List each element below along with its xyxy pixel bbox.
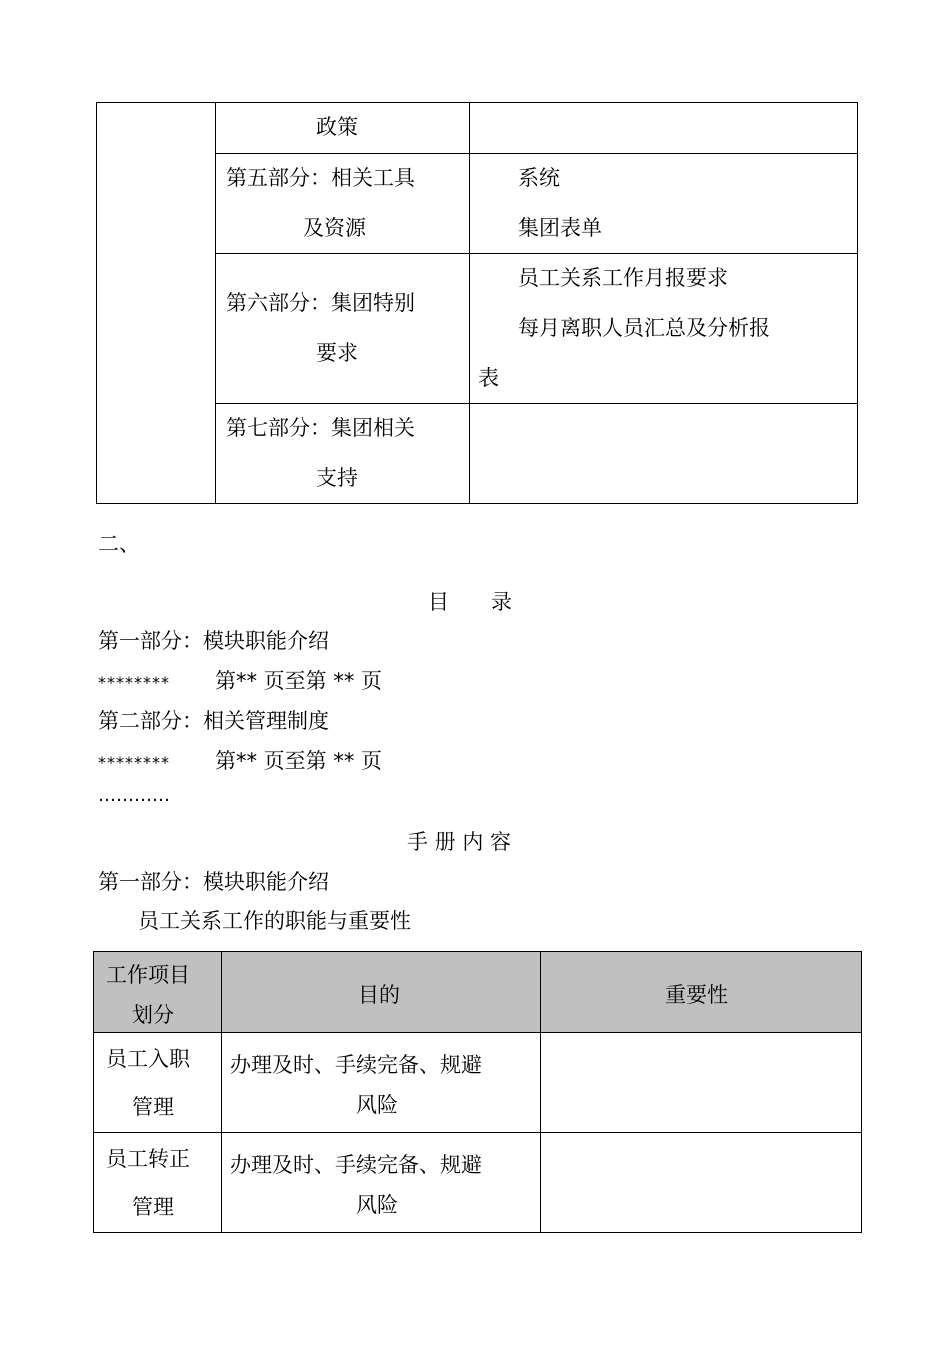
cell-text: 管理 bbox=[132, 1095, 174, 1119]
top-table-cell bbox=[470, 254, 858, 404]
table-cell bbox=[222, 1033, 541, 1133]
cell-text: 政策 bbox=[316, 115, 358, 139]
header-text: 划分 bbox=[132, 1003, 174, 1027]
cell-text: 管理 bbox=[132, 1195, 174, 1219]
header-text: 目的 bbox=[358, 983, 400, 1007]
cell-text: 第六部分：集团特别 bbox=[226, 291, 415, 315]
cell-text: 办理及时、手续完备、规避 bbox=[230, 1053, 482, 1077]
top-table-cell bbox=[470, 154, 858, 254]
top-table-cell bbox=[470, 404, 858, 504]
cell-text: 支持 bbox=[316, 466, 358, 490]
cell-text: 办理及时、手续完备、规避 bbox=[230, 1153, 482, 1177]
cell-text: 风险 bbox=[356, 1193, 398, 1217]
header-text: 工作项目 bbox=[106, 963, 190, 987]
cell-text: 第五部分：相关工具 bbox=[226, 166, 415, 190]
table-cell bbox=[94, 1133, 222, 1233]
top-table-cell bbox=[216, 103, 470, 154]
header-cell-purpose bbox=[222, 952, 541, 1033]
toc-item-stars: ******** bbox=[98, 673, 170, 692]
header-text: 重要性 bbox=[665, 983, 728, 1007]
cell-text: 要求 bbox=[316, 341, 358, 365]
table-row bbox=[94, 1133, 862, 1233]
cell-text: 集团表单 bbox=[518, 216, 602, 240]
cell-text: 员工入职 bbox=[106, 1047, 190, 1071]
cell-text: 第七部分：集团相关 bbox=[226, 416, 415, 440]
manual-title: 手 册 内 容 bbox=[407, 830, 512, 854]
cell-text: 风险 bbox=[356, 1093, 398, 1117]
cell-text: 员工转正 bbox=[106, 1147, 190, 1171]
top-table-cell bbox=[216, 404, 470, 504]
cell-text: 系统 bbox=[518, 166, 560, 190]
toc-ellipsis: ………… bbox=[98, 785, 170, 806]
header-cell-importance bbox=[541, 952, 862, 1033]
cell-text: 及资源 bbox=[303, 216, 366, 240]
cell-text: 每月离职人员汇总及分析报 bbox=[518, 316, 770, 340]
toc-item-part: 第一部分：模块职能介绍 bbox=[98, 629, 329, 653]
cell-text: 员工关系工作月报要求 bbox=[518, 266, 728, 290]
manual-part-heading: 第一部分：模块职能介绍 bbox=[98, 870, 329, 894]
top-table-left-cell bbox=[97, 103, 216, 504]
toc-item-stars: ******** bbox=[98, 753, 170, 772]
table-cell bbox=[541, 1133, 862, 1233]
top-table-cell bbox=[216, 254, 470, 404]
table-cell bbox=[222, 1133, 541, 1233]
header-cell-item bbox=[94, 952, 222, 1033]
top-table-cell bbox=[216, 154, 470, 254]
cell-text: 表 bbox=[478, 366, 499, 390]
duty-table bbox=[93, 951, 862, 1233]
table-row bbox=[94, 1033, 862, 1133]
toc-title: 目 录 bbox=[428, 590, 512, 614]
table-cell bbox=[541, 1033, 862, 1133]
section-number: 二、 bbox=[98, 532, 140, 556]
toc-item-part: 第二部分：相关管理制度 bbox=[98, 709, 329, 733]
top-table-cell bbox=[470, 103, 858, 154]
table-cell bbox=[94, 1033, 222, 1133]
toc-item-pages: 第** 页至第 ** 页 bbox=[215, 669, 383, 693]
top-table bbox=[96, 102, 858, 504]
toc-item-pages: 第** 页至第 ** 页 bbox=[215, 749, 383, 773]
manual-subtitle: 员工关系工作的职能与重要性 bbox=[138, 909, 411, 933]
